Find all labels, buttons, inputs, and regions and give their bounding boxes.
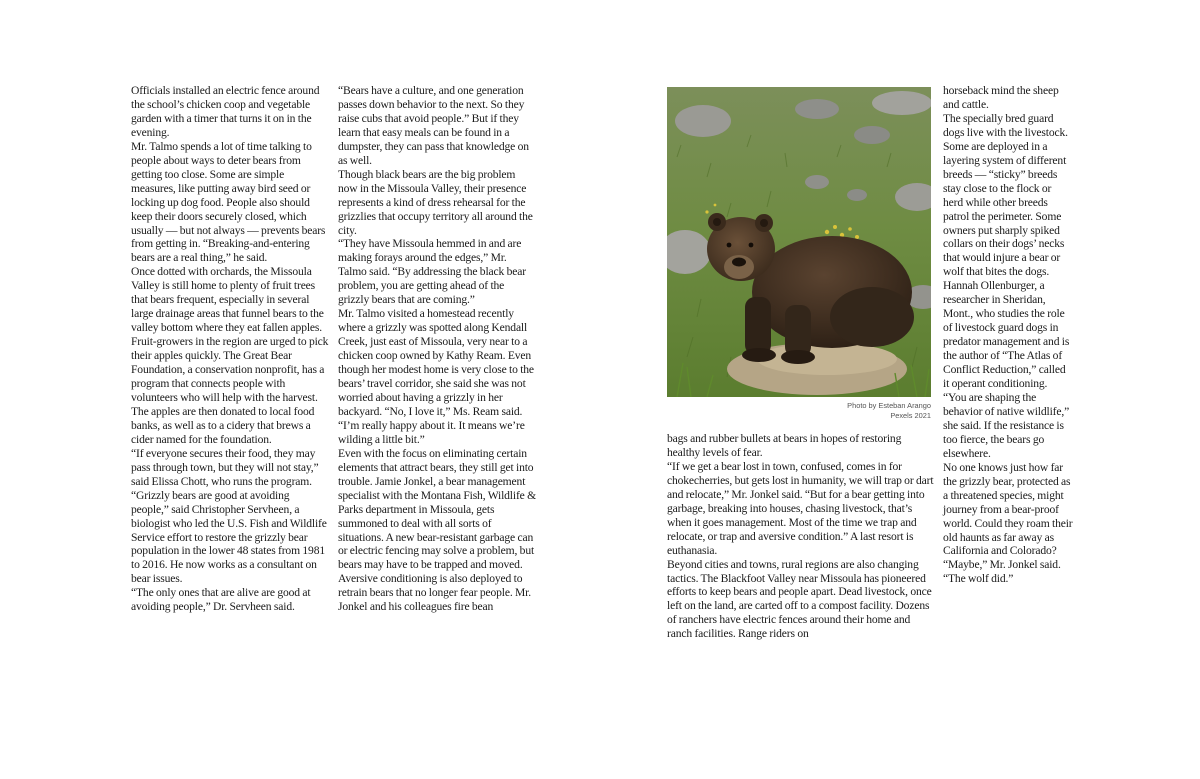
article-column-1 (131, 84, 329, 614)
article-column-4 (943, 84, 1073, 586)
photo-credit (667, 401, 931, 420)
paragraph: “Maybe,” Mr. Jonkel said. “The wolf did.” (943, 558, 1061, 586)
paragraph: Once dotted with orchards, the Missoula Valley is still home to plenty of fruit trees that bears frequent, especially in several large drainage areas that funnel bears to the valley bottom where they eat fallen apples. (131, 265, 324, 335)
article-column-2 (338, 84, 537, 614)
paragraph: Officials installed an electric fence around the school’s chicken coop and vegetable garden with a timer that turns it on in the evening. (131, 84, 320, 139)
paragraph: No one knows just how far the grizzly bear, protected as a threatened species, might journey from a bear-proof world. Could they roam their old haunts as far away as California and Colorado? (943, 460, 1073, 558)
paragraph: “Bears have a culture, and one generation passes down behavior to the next. So they raise cubs that avoid people.” But if they learn that easy meals can be found in a dumpster, they can pass that knowledge on as well. (338, 84, 529, 167)
paragraph: bags and rubber bullets at bears in hopes of restoring healthy levels of fear. (667, 432, 902, 459)
paragraph: Beyond cities and towns, rural regions are also changing tactics. The Blackfoot Valley near Missoula has pioneered efforts to keep bears and people apart. Dead livestock, once left on the land, are carted off to a compost facility. Dozens of ranchers have electric fences around their home and ranch facilities. Range riders on (667, 557, 932, 641)
paragraph: “If everyone secures their food, they may pass through town, but they will not stay,” said Elissa Chott, who runs the program. (131, 446, 319, 488)
photo-credit-line: Photo by Esteban Arango (847, 401, 931, 410)
photo-credit-line: Pexels 2021 (890, 410, 931, 420)
paragraph: horseback mind the sheep and cattle. (943, 84, 1059, 111)
grizzly-bear-photo (667, 87, 931, 397)
article-column-3 (667, 432, 935, 641)
paragraph: Hannah Ollenburger, a researcher in Sheridan, Mont., who studies the role of livestock guard dogs in predator management and is the author of “The Atlas of Conflict Reduction,” called it operant conditioning. (943, 279, 1070, 391)
paragraph: Mr. Talmo visited a homestead recently where a grizzly was spotted along Kendall Creek, just east of Missoula, very near to a chicken coop owned by Kathy Ream. Even though her modest home is very close to the bears’ travel corridor, she said she was not worried about having a grizzly in her backyard. “No, I love it,” Ms. Ream said. “I’m really happy about it. It means we’re wilding a little bit.” (338, 307, 534, 446)
paragraph: The specially bred guard dogs live with the livestock. Some are deployed in a layering system of different breeds — “sticky” breeds stay close to the flock or herd while other breeds patrol the perimeter. Some owners put sharply spiked collars on their dogs’ necks that would injure a bear or wolf that bites the dogs. (943, 111, 1068, 279)
paragraph: “Grizzly bears are good at avoiding people,” said Christopher Servheen, a biologist who led the U.S. Fish and Wildlife Service effort to restore the grizzly bear population in the lower 48 states from 1981 to 2016. He now works as a consultant on bear issues. (131, 488, 327, 586)
paragraph: Mr. Talmo spends a lot of time talking to people about ways to deter bears from getting too close. Some are simple measures, like putting away bird seed or locking up dog food. People also should keep their doors securely closed, which usually — but not always — prevents bears from getting in. “Breaking-and-entering bears are a real thing,” he said. (131, 139, 326, 265)
paragraph: Even with the focus on eliminating certain elements that attract bears, they still get into trouble. Jamie Jonkel, a bear management specialist with the Montana Fish, Wildlife & Parks department in Missoula, gets summoned to deal with all sorts of situations. A new bear-resistant garbage can or electric fencing may solve a problem, but bears may have to be trapped and moved. Aversive conditioning is also deployed to retrain bears that no longer fear people. Mr. Jonkel and his colleagues fire bean (338, 446, 536, 614)
paragraph: Fruit-growers in the region are urged to pick their apples quickly. The Great Bear Foundation, a conservation nonprofit, has a program that connects people with volunteers who will help with the harvest. The apples are then donated to local food banks, as well as to a cidery that brews a cider named for the foundation. (131, 335, 329, 446)
paragraph: Though black bears are the big problem now in the Missoula Valley, their presence represents a kind of dress rehearsal for the grizzlies that occupy territory all around the city. (338, 167, 533, 237)
paragraph: “If we get a bear lost in town, confused, comes in for chokecherries, but gets lost in humanity, we will trap or dart and relocate,” Mr. Jonkel said. “But for a bear getting into garbage, breaking into houses, chasing livestock, that’s when it goes management. Most of the time we trap and relocate, or trap and aversive condition.” A last resort is euthanasia. (667, 459, 934, 557)
paragraph: “You are shaping the behavior of native wildlife,” she said. If the resistance is too fierce, the bears go elsewhere. (943, 390, 1070, 460)
paragraph: “They have Missoula hemmed in and are making forays around the edges,” Mr. Talmo said. “By addressing the black bear problem, you are getting ahead of the grizzly bears that are coming.” (338, 237, 526, 307)
paragraph: “The only ones that are alive are good at avoiding people,” Dr. Servheen said. (131, 586, 311, 614)
